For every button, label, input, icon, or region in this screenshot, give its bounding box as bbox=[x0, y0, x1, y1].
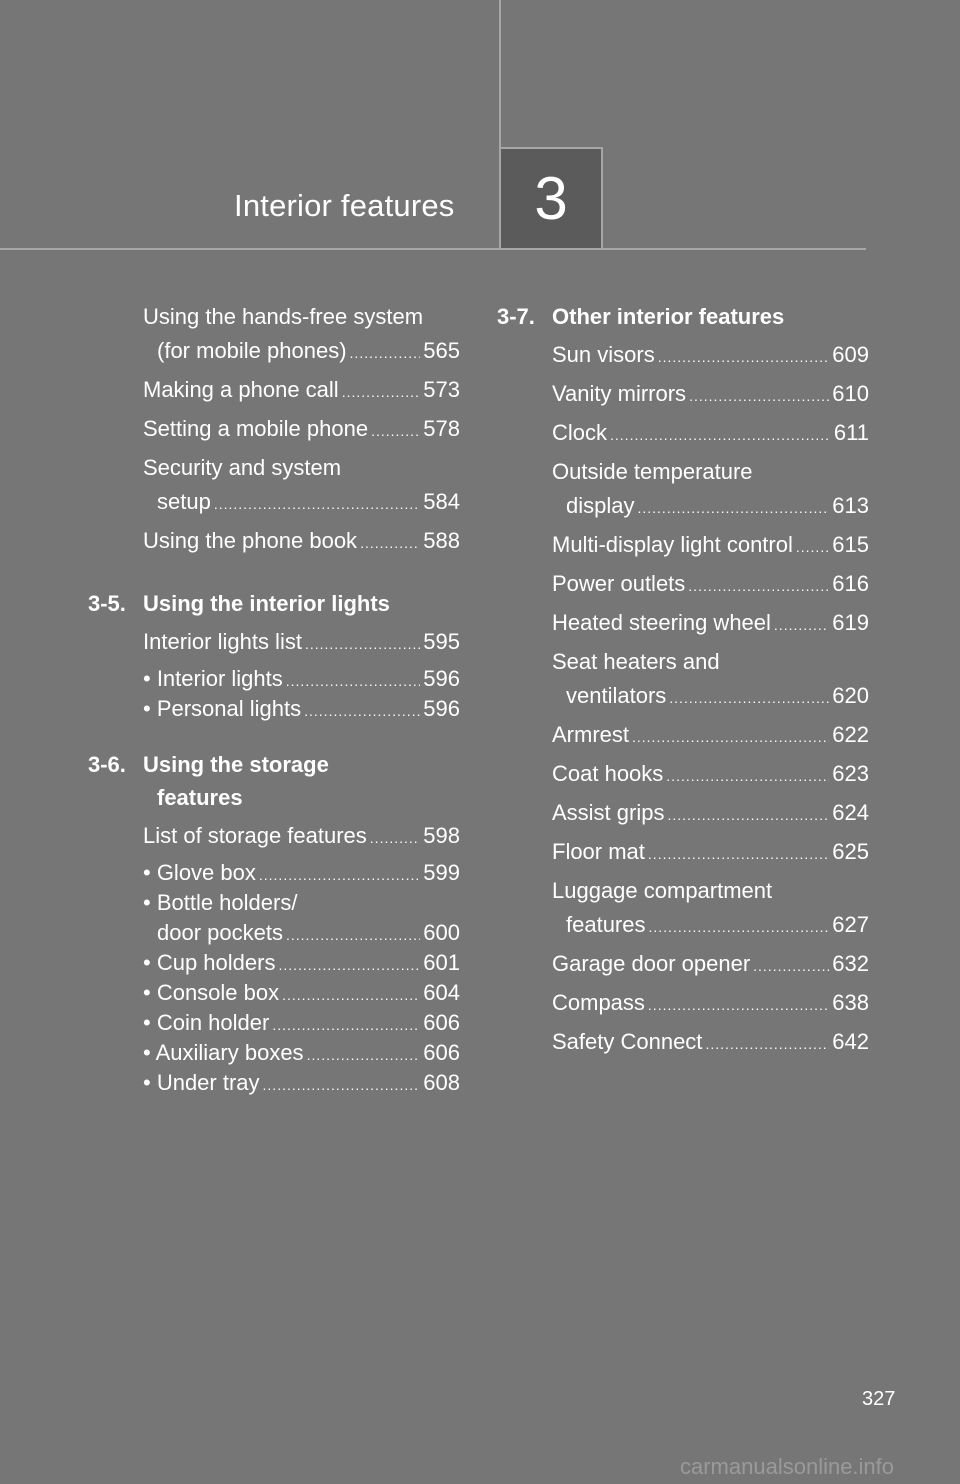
toc-page-number: 573 bbox=[423, 377, 460, 402]
toc-page-number: 632 bbox=[832, 951, 869, 976]
toc-page-number: 599 bbox=[423, 860, 460, 885]
toc-entry[interactable] bbox=[497, 835, 869, 869]
toc-bullet-list bbox=[88, 858, 460, 1098]
toc-entry[interactable] bbox=[497, 986, 869, 1020]
toc-entry-label: Using the hands-free system bbox=[143, 304, 424, 329]
toc-bullet-item[interactable] bbox=[143, 1008, 460, 1038]
section-title: Using the interior lights bbox=[143, 591, 390, 616]
leader-dots bbox=[282, 988, 420, 1002]
toc-page-number: 624 bbox=[832, 800, 869, 825]
toc-page-number: 625 bbox=[832, 839, 869, 864]
toc-entry-label: • Under tray bbox=[143, 1070, 260, 1095]
leader-dots bbox=[304, 704, 420, 718]
toc-entry-label: • Bottle holders/ bbox=[143, 890, 298, 915]
toc-page-number: 565 bbox=[423, 338, 460, 363]
toc-entry[interactable] bbox=[497, 338, 869, 372]
toc-page-number: 611 bbox=[833, 420, 869, 445]
leader-dots bbox=[774, 618, 829, 632]
toc-entry[interactable] bbox=[497, 416, 869, 450]
toc-page-number: 610 bbox=[832, 381, 869, 406]
toc-entry-label: Luggage compartment bbox=[552, 878, 773, 903]
section-heading-3-7[interactable] bbox=[497, 300, 869, 333]
page-number: 327 bbox=[862, 1388, 896, 1410]
leader-dots bbox=[649, 920, 830, 934]
toc-entry-label: • Interior lights bbox=[143, 666, 283, 691]
toc-entry-label: Security and system bbox=[143, 455, 342, 480]
leader-dots bbox=[688, 579, 829, 593]
toc-entry-label: (for mobile phones) bbox=[157, 338, 347, 363]
leader-dots bbox=[307, 1048, 421, 1062]
toc-bullet-item[interactable] bbox=[143, 1068, 460, 1098]
watermark: carmanualsonline.info bbox=[680, 1454, 895, 1479]
toc-page-number: 620 bbox=[832, 683, 869, 708]
toc-page-number: 609 bbox=[832, 342, 869, 367]
toc-entry[interactable] bbox=[88, 412, 460, 446]
toc-page-number: 606 bbox=[423, 1010, 460, 1035]
leader-dots bbox=[214, 497, 420, 511]
toc-entry[interactable] bbox=[497, 1025, 869, 1059]
toc-page-number: 627 bbox=[832, 912, 869, 937]
toc-entry-label: List of storage features bbox=[143, 823, 367, 848]
toc-page-number: 638 bbox=[832, 990, 869, 1015]
toc-entry-label: Power outlets bbox=[552, 571, 686, 596]
leader-dots bbox=[272, 1018, 420, 1032]
toc-entry-label: • Coin holder bbox=[143, 1010, 270, 1035]
toc-entry-label: Garage door opener bbox=[552, 951, 751, 976]
toc-entry-label: Sun visors bbox=[552, 342, 655, 367]
toc-entry-label: Coat hooks bbox=[552, 761, 664, 786]
leader-dots bbox=[689, 389, 829, 403]
toc-entry[interactable] bbox=[88, 451, 460, 519]
toc-entry[interactable] bbox=[497, 796, 869, 830]
toc-bullet-item[interactable] bbox=[143, 694, 460, 724]
toc-entry-label: ventilators bbox=[566, 683, 667, 708]
leader-dots bbox=[286, 674, 421, 688]
toc-entry-label: Multi-display light control bbox=[552, 532, 793, 557]
leader-dots bbox=[278, 958, 420, 972]
toc-entry[interactable] bbox=[88, 524, 460, 558]
section-heading-3-5[interactable] bbox=[88, 587, 460, 620]
leader-dots bbox=[753, 959, 829, 973]
toc-page-number: 619 bbox=[832, 610, 869, 635]
toc-entry[interactable] bbox=[88, 373, 460, 407]
toc-bullet-item[interactable] bbox=[143, 664, 460, 694]
toc-page-number: 623 bbox=[832, 761, 869, 786]
toc-entry-label: Safety Connect bbox=[552, 1029, 703, 1054]
leader-dots bbox=[658, 350, 830, 364]
toc-page-number: 622 bbox=[832, 722, 869, 747]
toc-entry-label: Armrest bbox=[552, 722, 629, 747]
toc-entry[interactable] bbox=[497, 947, 869, 981]
leader-dots bbox=[637, 501, 829, 515]
section-heading-3-6[interactable] bbox=[88, 748, 460, 814]
leader-dots bbox=[610, 428, 831, 442]
leader-dots bbox=[666, 769, 829, 783]
toc-page-number: 616 bbox=[832, 571, 869, 596]
toc-entry[interactable] bbox=[88, 300, 460, 368]
toc-page-number: 642 bbox=[832, 1029, 869, 1054]
toc-entry[interactable] bbox=[88, 819, 460, 853]
toc-page-number: 596 bbox=[423, 666, 460, 691]
leader-dots bbox=[305, 637, 420, 651]
header-horizontal-rule bbox=[0, 248, 866, 250]
leader-dots bbox=[648, 998, 829, 1012]
toc-page-number: 596 bbox=[423, 696, 460, 721]
toc-entry-label: • Cup holders bbox=[143, 950, 276, 975]
toc-entry-label: Seat heaters and bbox=[552, 649, 720, 674]
toc-page-number: 578 bbox=[423, 416, 460, 441]
section-number: 3-5. bbox=[88, 591, 126, 616]
toc-page-number: 606 bbox=[423, 1040, 460, 1065]
section-title-continued: features bbox=[157, 785, 243, 810]
toc-bullet-item[interactable] bbox=[143, 948, 460, 978]
toc-entry-label: display bbox=[566, 493, 635, 518]
toc-entry-label: setup bbox=[157, 489, 211, 514]
toc-entry[interactable] bbox=[497, 528, 869, 562]
toc-entry-label: • Glove box bbox=[143, 860, 256, 885]
leader-dots bbox=[667, 808, 829, 822]
leader-dots bbox=[342, 385, 421, 399]
toc-entry-label: Assist grips bbox=[552, 800, 665, 825]
section-title: Using the storage bbox=[143, 752, 329, 777]
toc-left-column bbox=[88, 300, 460, 1098]
toc-page-number: 615 bbox=[832, 532, 869, 557]
toc-entry-label: • Auxiliary boxes bbox=[143, 1040, 304, 1065]
toc-entry-label: Outside temperature bbox=[552, 459, 753, 484]
toc-entry[interactable] bbox=[88, 625, 460, 659]
toc-entry[interactable] bbox=[497, 377, 869, 411]
toc-page-number: 613 bbox=[832, 493, 869, 518]
leader-dots bbox=[286, 928, 420, 942]
toc-entry[interactable] bbox=[497, 606, 869, 640]
chapter-number: 3 bbox=[534, 164, 568, 232]
leader-dots bbox=[371, 424, 420, 438]
toc-bullet-item[interactable] bbox=[143, 978, 460, 1008]
toc-entry-label: Interior lights list bbox=[143, 629, 302, 654]
section-title: Other interior features bbox=[552, 304, 785, 329]
toc-page-number: 595 bbox=[423, 629, 460, 654]
toc-entry[interactable] bbox=[497, 874, 869, 942]
toc-entry-label: door pockets bbox=[157, 920, 283, 945]
leader-dots bbox=[350, 346, 421, 360]
leader-dots bbox=[669, 691, 829, 705]
toc-page-number: 608 bbox=[423, 1070, 460, 1095]
toc-entry[interactable] bbox=[497, 718, 869, 752]
chapter-title: Interior features bbox=[234, 188, 455, 223]
toc-page-number: 588 bbox=[423, 528, 460, 553]
chapter-number-box bbox=[501, 147, 603, 248]
leader-dots bbox=[259, 868, 420, 882]
leader-dots bbox=[263, 1078, 421, 1092]
toc-entry-label: Compass bbox=[552, 990, 645, 1015]
toc-page-number: 604 bbox=[423, 980, 460, 1005]
toc-page-number: 601 bbox=[423, 950, 460, 975]
toc-page-number: 598 bbox=[423, 823, 460, 848]
toc-page-number: 600 bbox=[423, 920, 460, 945]
toc-entry-label: Setting a mobile phone bbox=[143, 416, 369, 441]
toc-page-number: 584 bbox=[423, 489, 460, 514]
toc-entry-label: Using the phone book bbox=[143, 528, 358, 553]
toc-entry-label: Floor mat bbox=[552, 839, 645, 864]
toc-entry-label: Clock bbox=[552, 420, 608, 445]
leader-dots bbox=[360, 536, 420, 550]
section-number: 3-6. bbox=[88, 752, 126, 777]
leader-dots bbox=[796, 540, 829, 554]
leader-dots bbox=[648, 847, 829, 861]
toc-entry-label: Heated steering wheel bbox=[552, 610, 771, 635]
toc-entry[interactable] bbox=[497, 645, 869, 713]
toc-entry-label: • Personal lights bbox=[143, 696, 302, 721]
leader-dots bbox=[632, 730, 829, 744]
toc-entry-label: features bbox=[566, 912, 646, 937]
leader-dots bbox=[370, 831, 420, 845]
toc-entry[interactable] bbox=[497, 455, 869, 523]
leader-dots bbox=[705, 1037, 829, 1051]
section-number: 3-7. bbox=[497, 304, 535, 329]
toc-bullet-item[interactable] bbox=[143, 1038, 460, 1068]
toc-bullet-item[interactable] bbox=[143, 858, 460, 888]
toc-entry-label: Vanity mirrors bbox=[552, 381, 687, 406]
toc-entry-label: Making a phone call bbox=[143, 377, 339, 402]
toc-bullet-item[interactable] bbox=[143, 888, 460, 948]
toc-right-column bbox=[497, 300, 869, 1064]
toc-entry-label: • Console box bbox=[143, 980, 280, 1005]
toc-bullet-list bbox=[88, 664, 460, 724]
toc-entry[interactable] bbox=[497, 757, 869, 791]
toc-entry[interactable] bbox=[497, 567, 869, 601]
